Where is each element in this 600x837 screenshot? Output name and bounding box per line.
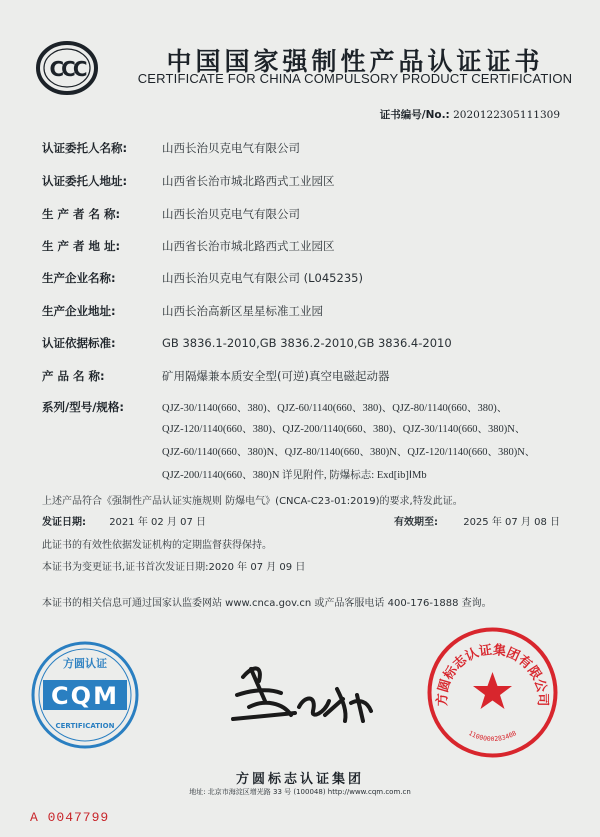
official-seal [425,625,560,760]
cqm-bottom-text: CERTIFICATION [55,722,115,730]
compliance-statement: 上述产品符合《强制性产品认证实施规则 防爆电气》(CNCA-C23-01:2019)的要求,特发此证。 [42,496,463,507]
cert-no-label: 证书编号/No.: [379,109,450,121]
field-label: 生产企业地址: [42,304,116,318]
issue-date-value: 2021 年 02 月 07 日 [109,517,206,528]
certificate-number [380,107,560,122]
field-value: 山西省长治市城北路西式工业园区 [162,174,335,188]
serial-number: A 0047799 [30,810,110,825]
field-row-manufacturer-name [42,206,572,222]
change-note: 本证书为变更证书,证书首次发证日期:2020 年 07 月 09 日 [42,562,306,573]
field-value: QJZ-30/1140(660、380)、QJZ-60/1140(660、380)、QJZ-80/1140(660、380)、 [162,403,508,414]
ccc-logo-text: CCC [49,57,85,81]
title-english: CERTIFICATE FOR CHINA COMPULSORY PRODUCT CERTIFICATION [137,71,573,86]
svg-text:1100000283408 [467,729,518,743]
field-value: 矿用隔爆兼本质安全型(可逆)真空电磁起动器 [162,369,390,383]
expiry-date-label: 有效期至: [394,517,439,528]
validity-note: 此证书的有效性依据发证机构的定期监督获得保持。 [42,540,272,551]
seal-text: 方圆标志认证集团有限公司 [435,642,550,707]
field-value: 山西长治贝克电气有限公司 [162,141,300,155]
field-row-models [42,399,572,415]
field-label: 生 产 者 地 址: [42,239,121,253]
model-line: QJZ-200/1140(660、380)N 详见附件, 防爆标志: Exd[ib]ⅠMb [162,470,427,481]
cqm-top-text: 方圆认证 [63,657,107,670]
field-value: GB 3836.1-2010,GB 3836.2-2010,GB 3836.4-2010 [162,336,452,350]
field-value: 山西长治贝克电气有限公司 [162,207,300,221]
issuer-name: 方圆标志认证集团 [235,772,364,787]
cert-no-value: 2020122305111309 [453,109,560,121]
field-row-standards [42,335,572,351]
seal-number: 1100000283408 [467,729,518,744]
expiry-date [394,513,560,528]
field-label: 产 品 名 称: [42,369,105,383]
model-line: QJZ-120/1140(660、380)、QJZ-200/1140(660、380)、QJZ-30/1140(660、380)N、 [162,424,526,435]
title-chinese: 中国国家强制性产品认证证书 [166,47,544,76]
field-row-applicant-address [42,173,572,189]
field-row-manufacturer-address [42,238,572,254]
field-row-applicant-name [42,140,572,156]
signature [225,655,385,735]
expiry-date-value: 2025 年 07 月 08 日 [463,517,560,528]
field-label: 生产企业名称: [42,271,116,285]
field-value: 山西长治高新区星星标准工业园 [162,304,323,318]
cqm-certification-logo [30,640,140,750]
cqm-main-text: CQM [51,682,119,710]
field-row-factory-address [42,303,572,319]
field-label: 认证委托人名称: [42,141,128,155]
field-value: 山西长治贝克电气有限公司 (L045235) [162,271,363,285]
issuer-address: 地址: 北京市海淀区增光路 33 号 (100048) http://www.cqm.com.cn [189,788,411,796]
field-row-product-name [42,368,572,384]
field-value: 山西省长治市城北路西式工业园区 [162,239,335,253]
field-label: 认证依据标准: [42,336,116,350]
field-label: 认证委托人地址: [42,174,128,188]
query-note: 本证书的相关信息可通过国家认监委网站 www.cnca.gov.cn 或产品客服电话 400-176-1888 查询。 [42,598,492,609]
field-label: 生 产 者 名 称: [42,207,121,221]
ccc-logo [36,40,98,96]
field-label: 系列/型号/规格: [42,400,124,414]
issue-date-label: 发证日期: [42,517,86,528]
model-line: QJZ-60/1140(660、380)N、QJZ-80/1140(660、380)N、QJZ-120/1140(660、380)N、 [162,447,536,458]
field-row-factory-name [42,270,572,286]
